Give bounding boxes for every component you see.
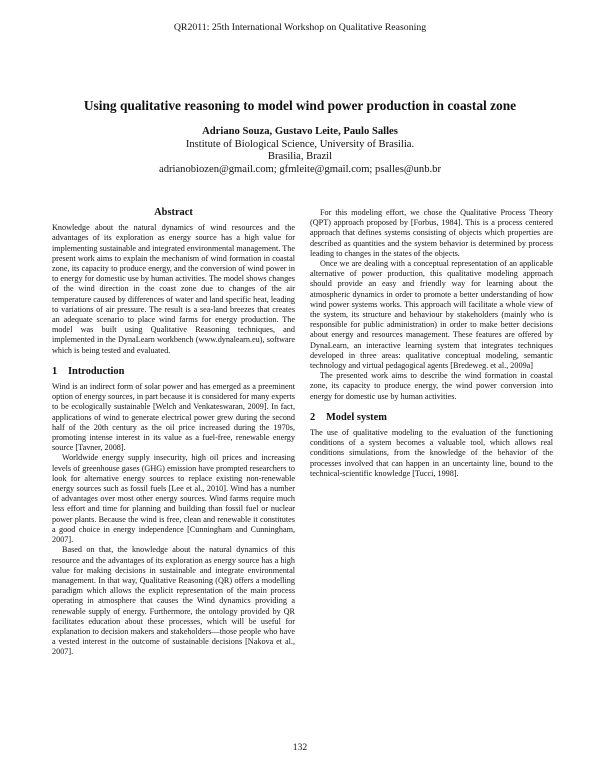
author-names: Adriano Souza, Gustavo Leite, Paulo Salles <box>202 126 398 137</box>
author-location: Brasilia, Brazil <box>267 151 333 163</box>
page-number: 132 <box>292 742 308 753</box>
intro-paragraph: The presented work aims to describe the wind formation in coastal zone, its capacity to produce energy, the wind power conversion into energy for domestic use by human activities. <box>310 371 553 401</box>
section-number: 1 <box>52 365 58 377</box>
section-title: Introduction <box>68 365 125 377</box>
author-emails: adrianobiozen@gmail.com; gfmleite@gmail.com; psalles@unb.br <box>159 163 441 175</box>
section-heading-model-system <box>310 413 553 423</box>
intro-paragraph: Worldwide energy supply insecurity, high oil prices and increasing levels of greenhouse gases (GHG) emission have prompted researchers to look for alternative energy sources to replace existing non-renewable energy sources such as fossil fuels [Lee et al., 2010]. Wind has a number of advantages over most other energy sources. Wind farms require much less effort and time for planning and building than fossil fuel or nuclear power plants. Because the wind is free, clean and renewable it constitutes a good choice in energy independence [Cunningham and Cunningham, 2007]. <box>52 453 295 545</box>
left-column <box>52 208 295 658</box>
running-header: QR2011: 25th International Workshop on Qualitative Reasoning <box>173 22 427 33</box>
intro-paragraph: Once we are dealing with a conceptual representation of an applicable alternative of power production, this qualitative modeling approach should provide an easy and friendly way for learning about the atmospheric dynamics in order to promote a better understanding of how wind power systems works. This approach will facilitate a whole view of the system, its structure and behaviour by stakeholders (mainly who is responsible for public administration) in order to make better decisions about energy and resources management. These features are offered by DynaLearn, an interactive learning system that integrates techniques developed in three areas: qualitative conceptual modeling, semantic technology and virtual pedagogical agents [Bredeweg. et al., 2009a] <box>310 259 553 371</box>
right-column <box>310 208 553 479</box>
section-number: 2 <box>310 411 316 423</box>
abstract-heading: Abstract <box>154 207 193 218</box>
intro-paragraph: Wind is an indirect form of solar power and has emerged as a preeminent option of energy sources, in part because it is considered for many experts to be ecologically sustainable [Welch and Venkateswaran, 2009]. In fact, applications of wind to generate electrical power grew during the second half of the 20th century as the oil price increased during the 1970s, promoting intense interest in its value as a fuel-free, renewable energy source [Tavner, 2008]. <box>52 382 295 453</box>
abstract-text: Knowledge about the natural dynamics of wind resources and the advantages of its exploration as energy source has a high value for implementing sustainable and integrated environmental management. The present work aims to explain the mechanism of wind formation in coastal zone, its capacity to produce energy, and the conversion of wind power in to energy for domestic use by human activities. The model shows changes of the wind direction in the coast zone due to changes of the air temperature caused by differences of water and land specific heat, leading to variations of air pressure. The result is a sea-land breezes that creates an adequate scenario to place wind farms for energy production. The model was built using Qualitative Reasoning techniques, and implemented in the DynaLearn workbench (www.dynalearn.eu), software which is being tested and evaluated. <box>52 223 295 355</box>
author-affiliation: Institute of Biological Science, University of Brasilia. <box>185 138 415 150</box>
paper-title: Using qualitative reasoning to model wind power production in coastal zone <box>83 98 517 113</box>
model-paragraph: The use of qualitative modeling to the evaluation of the functioning conditions of a system becomes a valuable tool, which allows real conditions simulations, from the knowledge of the behavior of the processes involved that can happen in an uncertainty line, bound to the technical-scientific knowledge [Tucci, 1998]. <box>310 428 553 478</box>
intro-paragraph: Based on that, the knowledge about the natural dynamics of this resource and the advantages of its exploration as energy source has a high value for making decisions in sustainable and integrate environmental management. In that way, Qualitative Reasoning (QR) offers a modelling paradigm which allows the explicit representation of the main process operating in atmosphere that causes the Wind dynamics providing a renewable supply of energy. Furthermore, the ontology provided by QR facilitates education about these processes, which will be useful for explanation to decision makers and stakeholders—those people who have a vested interest in the outcome of sustainable decisions [Nakova et al., 2007]. <box>52 545 295 657</box>
author-block <box>40 126 560 176</box>
section-heading-introduction <box>52 367 295 377</box>
intro-paragraph: For this modeling effort, we chose the Qualitative Process Theory (QPT) approach proposed by [Forbus, 1984]. This is a process centered approach that defines systems consisting of objects which properties are described as quantities and the system behavior is determined by process leading to changes in the states of the objects. <box>310 208 553 258</box>
section-title: Model system <box>326 411 387 423</box>
